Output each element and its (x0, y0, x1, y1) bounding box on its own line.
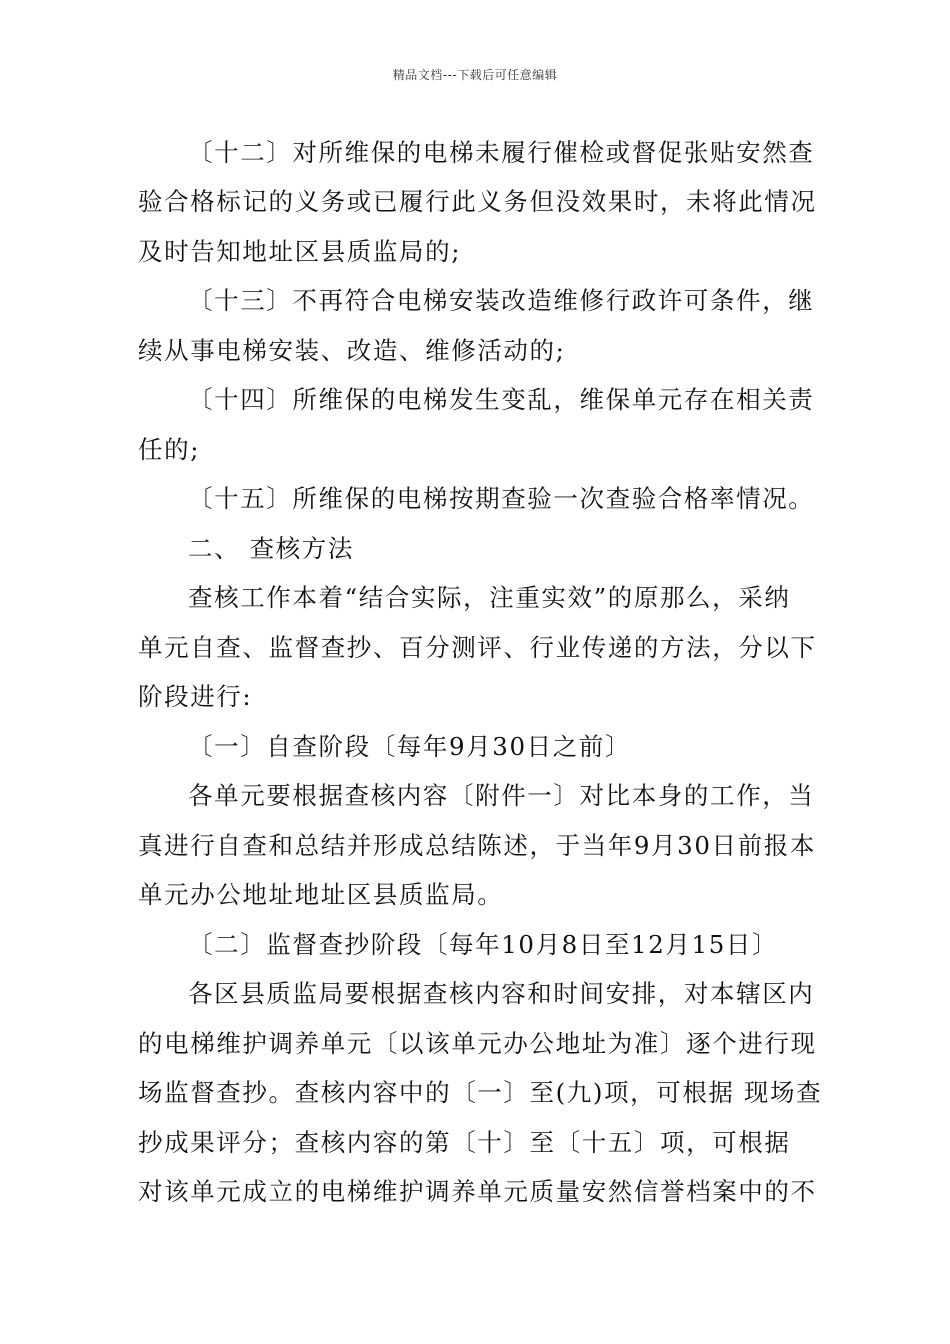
paragraph-line: 〔十四〕所维保的电梯发生变乱，维保单元存在相关责 (188, 385, 815, 414)
paragraph-line: 单元办公地址地址区县质监局。 (138, 880, 504, 909)
paragraph-line: 真进行自查和总结并形成总结陈述，于当年9月30日前报本 (138, 831, 816, 860)
paragraph-line: 及时告知地址区县质监局的; (138, 237, 462, 266)
subsection-heading: 〔二〕监督查抄阶段〔每年10月8日至12月15日〕 (188, 930, 779, 959)
paragraph-line: 查核工作本着“结合实际，注重实效”的原那么，采纳 (188, 583, 791, 612)
paragraph-line: 抄成果评分；查核内容的第〔十〕至〔十五〕项，可根据 (138, 1128, 791, 1157)
paragraph-line: 〔十三〕不再符合电梯安装改造维修行政许可条件，继 (188, 286, 815, 315)
section-heading: 二、 查核方法 (188, 534, 354, 563)
paragraph-line: 验合格标记的义务或已履行此义务但没效果时，未将此情况 (138, 187, 817, 216)
paragraph-line: 场监督查抄。查核内容中的〔一〕至(九)项，可根据 现场查 (138, 1078, 823, 1107)
paragraph-line: 各单元要根据查核内容〔附件一〕对比本身的工作，当 (188, 781, 815, 810)
paragraph-line: 对该单元成立的电梯维护调养单元质量安然信誉档案中的不 (138, 1177, 817, 1206)
paragraph-line: 任的; (138, 435, 201, 464)
paragraph-line: 〔十五〕所维保的电梯按期查验一次查验合格率情况。 (188, 484, 815, 513)
paragraph-line: 的电梯维护调养单元〔以该单元办公地址为准〕逐个进行现 (138, 1029, 817, 1058)
paragraph-line: 各区县质监局要根据查核内容和时间安排，对本辖区内 (188, 979, 815, 1008)
paragraph-line: 单元自查、监督查抄、百分测评、行业传递的方法，分以下 (138, 633, 817, 662)
paragraph-line: 阶段进行: (138, 682, 253, 711)
subsection-heading: 〔一〕自查阶段〔每年9月30日之前〕 (188, 732, 632, 761)
paragraph-line: 续从事电梯安装、改造、维修活动的; (138, 336, 566, 365)
page-header: 精品文档---下载后可任意编辑 (392, 68, 558, 82)
paragraph-line: 〔十二〕对所维保的电梯未履行催检或督促张贴安然查 (188, 138, 815, 167)
